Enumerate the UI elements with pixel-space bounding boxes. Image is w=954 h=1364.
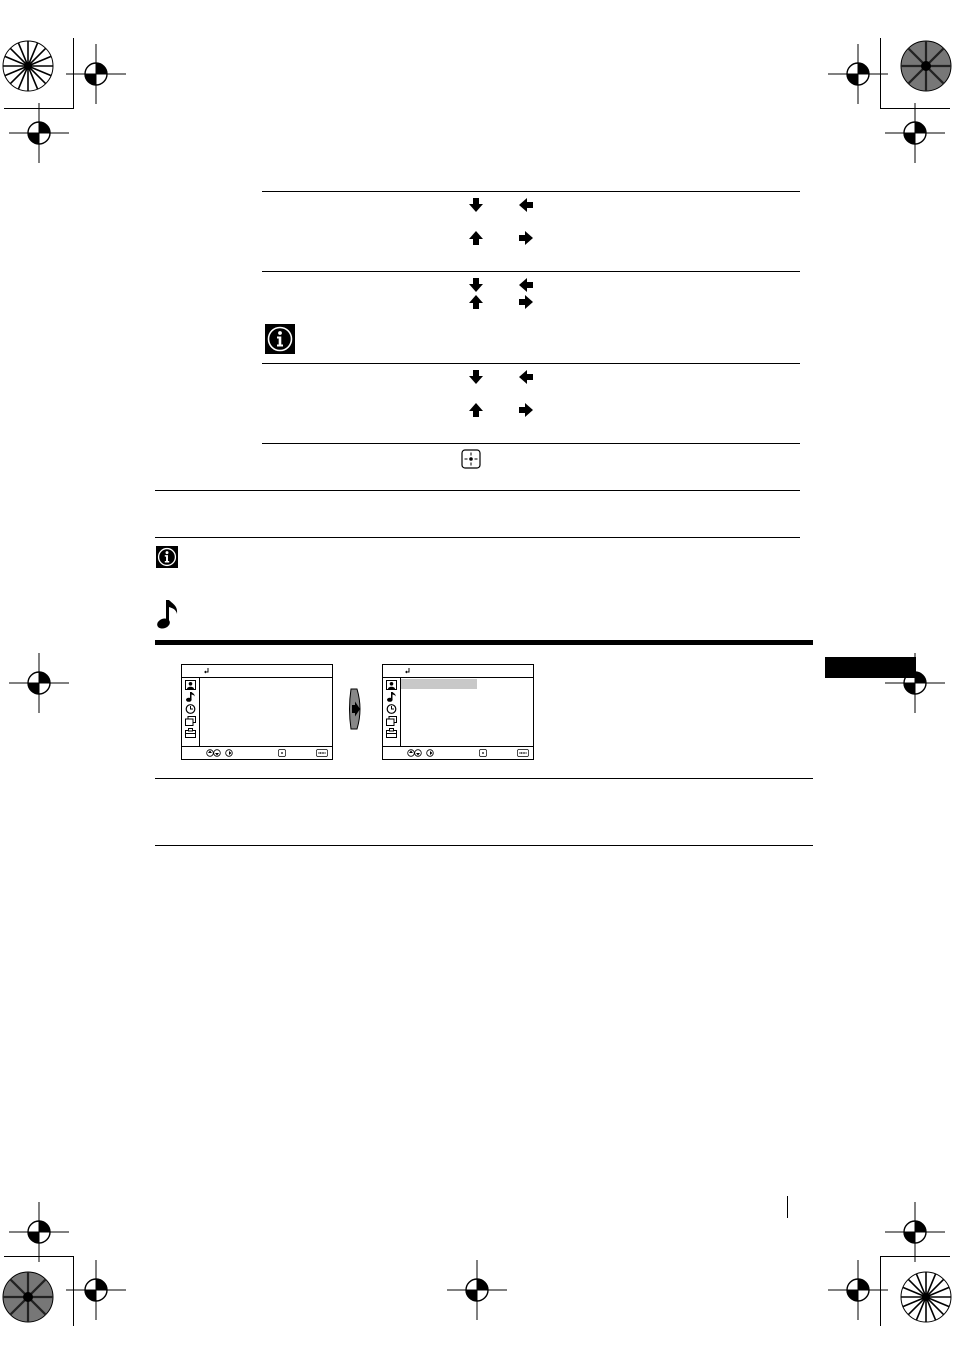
section-rule: [155, 490, 800, 491]
left-arrow-icon: [518, 197, 534, 213]
color-registration-wheel-icon: [1, 1270, 55, 1324]
section-tab: [825, 657, 916, 678]
navigation-buttons-icon: [407, 749, 435, 757]
menu-screen-after: [382, 664, 534, 760]
registration-target-icon: [9, 653, 69, 713]
registration-target-icon: [885, 103, 945, 163]
registration-target-icon: [66, 44, 126, 104]
menu-footer-bar: [383, 746, 533, 759]
tools-menu-icon: [185, 728, 196, 738]
tools-menu-icon: [386, 728, 397, 738]
right-arrow-icon: [518, 294, 534, 310]
registration-target-icon: [828, 44, 888, 104]
registration-target-icon: [9, 103, 69, 163]
menu-sidebar: [182, 678, 200, 746]
section-rule: [155, 537, 800, 538]
table-rule: [262, 443, 800, 444]
color-registration-wheel-icon: [1, 39, 55, 93]
left-arrow-icon: [518, 369, 534, 385]
section-rule: [155, 778, 813, 779]
page-number-rule: [787, 1196, 788, 1218]
sound-menu-icon: [386, 692, 397, 702]
down-arrow-icon: [468, 277, 484, 293]
color-registration-wheel-icon: [899, 39, 953, 93]
menu-header-bar: [182, 665, 332, 678]
table-rule: [262, 363, 800, 364]
color-registration-wheel-icon: [899, 1270, 953, 1324]
right-arrow-icon: [518, 402, 534, 418]
table-rule: [262, 191, 800, 192]
menu-button-icon: [316, 749, 328, 757]
next-step-arrow-icon: [347, 688, 364, 730]
menu-header-bar: [383, 665, 533, 678]
ok-button-icon: [278, 749, 286, 757]
up-arrow-icon: [468, 402, 484, 418]
ok-button-icon: [461, 449, 481, 469]
picture-menu-icon: [185, 680, 196, 690]
setup-menu-icon: [185, 716, 196, 726]
navigation-buttons-icon: [206, 749, 234, 757]
registration-target-icon: [9, 1202, 69, 1262]
crop-mark: [880, 1256, 950, 1257]
sound-menu-icon: [185, 692, 196, 702]
menu-screen-before: [181, 664, 333, 760]
down-arrow-icon: [468, 369, 484, 385]
timer-menu-icon: [185, 704, 196, 714]
registration-target-icon: [66, 1260, 126, 1320]
section-rule: [155, 845, 813, 846]
left-arrow-icon: [518, 277, 534, 293]
ok-button-icon: [479, 749, 487, 757]
registration-target-icon: [885, 1202, 945, 1262]
table-rule: [262, 271, 800, 272]
return-icon: [203, 667, 210, 675]
menu-sidebar: [383, 678, 401, 746]
section-heading-rule: [155, 640, 813, 645]
menu-button-icon: [517, 749, 529, 757]
menu-footer-bar: [182, 746, 332, 759]
setup-menu-icon: [386, 716, 397, 726]
up-arrow-icon: [468, 294, 484, 310]
return-icon: [404, 667, 411, 675]
info-icon: [265, 324, 295, 354]
registration-target-icon: [447, 1260, 507, 1320]
registration-target-icon: [828, 1260, 888, 1320]
up-arrow-icon: [468, 230, 484, 246]
timer-menu-icon: [386, 704, 397, 714]
menu-highlight-bar: [401, 679, 477, 689]
crop-mark: [4, 1256, 74, 1257]
down-arrow-icon: [468, 197, 484, 213]
picture-menu-icon: [386, 680, 397, 690]
info-icon: [156, 546, 178, 568]
music-note-icon: [156, 598, 180, 630]
right-arrow-icon: [518, 230, 534, 246]
